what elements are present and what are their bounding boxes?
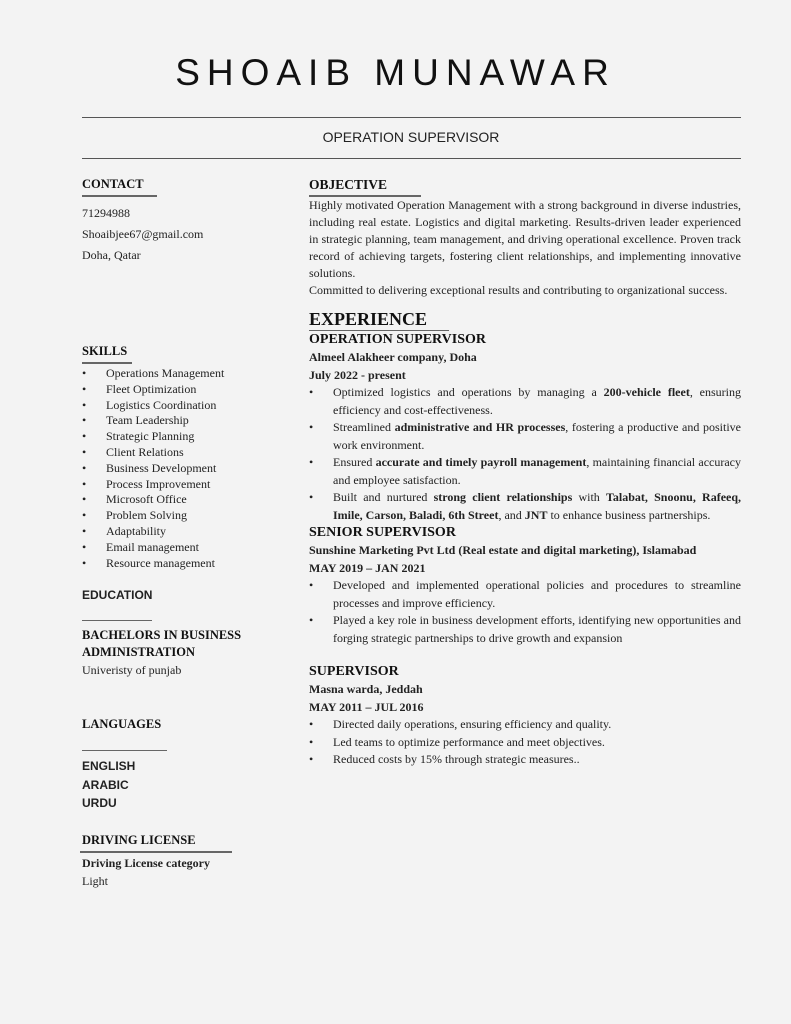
job-bullet <box>309 489 741 524</box>
job-bullet <box>309 716 741 734</box>
divider <box>82 117 741 118</box>
contact-phone: 71294988 <box>82 206 130 220</box>
text-segment: Optimized logistics and operations by managing a <box>333 385 604 399</box>
job-bullet <box>309 577 741 612</box>
bold-text: 200-vehicle fleet <box>603 385 690 399</box>
skill-item: • Adaptability <box>82 524 242 540</box>
skill-item: • Client Relations <box>82 445 242 461</box>
languages-list <box>82 757 242 813</box>
text-segment: Directed daily operations, ensuring efficiency and quality. <box>333 717 612 731</box>
job-company: Sunshine Marketing Pvt Ltd (Real estate and digital marketing), Islamabad <box>309 543 697 557</box>
job-title: SENIOR SUPERVISOR <box>309 525 456 540</box>
job-bullet <box>309 612 741 647</box>
skill-item: • Problem Solving <box>82 508 242 524</box>
text-segment: Led teams to optimize performance and meet objectives. <box>333 734 605 749</box>
text-segment: Reduced costs by 15% through strategic measures.. <box>333 752 580 766</box>
bold-text: JNT <box>524 507 548 522</box>
skills-list <box>82 366 242 571</box>
job-bullets <box>309 577 741 647</box>
text-segment: to enhance business partnerships. <box>547 507 711 522</box>
text-segment: with <box>572 490 607 504</box>
skill-item: • Team Leadership <box>82 413 242 429</box>
school: Univeristy of punjab <box>82 663 182 678</box>
skill-item: • Strategic Planning <box>82 429 242 445</box>
job-bullet <box>309 384 741 419</box>
divider <box>82 158 741 159</box>
job-entry <box>309 331 741 524</box>
job-bullets <box>309 384 741 524</box>
contact-heading: CONTACT <box>82 177 144 191</box>
text-segment: , maintaining financial accuracy and employee satisfaction. <box>333 455 741 487</box>
degree: BACHELORS IN BUSINESS ADMINISTRATION <box>82 628 242 660</box>
objective-heading: OBJECTIVE <box>309 177 388 192</box>
right-column <box>309 177 741 769</box>
skill-item: • Logistics Coordination <box>82 398 242 414</box>
text-segment: Built and nurtured <box>333 490 434 504</box>
skill-item: • Process Improvement <box>82 477 242 493</box>
bold-text: Talabat, Snoonu, Rafeeq, Imile, Carson, Baladi, 6th Street <box>333 490 742 522</box>
job-dates: MAY 2011 – JUL 2016 <box>309 700 424 714</box>
text-segment: Developed and implemented operational policies and procedures to streamline processes and improve efficiency. <box>333 578 741 610</box>
heading-underline <box>82 620 152 621</box>
driving-label: Driving License category <box>82 855 210 870</box>
heading-underline <box>82 362 132 364</box>
resume-name: SHOAIB MUNAWAR <box>175 52 616 93</box>
job-bullet <box>309 419 741 454</box>
job-entry <box>309 663 741 769</box>
job-title: OPERATION SUPERVISOR <box>309 332 486 347</box>
job-company: Masna warda, Jeddah <box>309 682 423 696</box>
job-bullet <box>309 454 741 489</box>
text-segment: Ensured <box>333 455 376 469</box>
contact-location: Doha, Qatar <box>82 248 141 262</box>
job-entry <box>309 524 741 647</box>
job-dates: July 2022 - present <box>309 368 406 382</box>
bold-text: accurate and timely payroll management <box>375 455 587 469</box>
bold-text: strong client relationships <box>433 490 573 504</box>
job-company: Almeel Alakheer company, Doha <box>309 350 477 364</box>
text-segment: Streamlined <box>333 420 395 434</box>
heading-underline <box>80 851 232 853</box>
text-segment: , ensuring efficiency and cost-effectiveness. <box>333 385 741 417</box>
bold-text: administrative and HR processes <box>394 420 566 434</box>
resume-subtitle: OPERATION SUPERVISOR <box>322 129 500 145</box>
skill-item: • Fleet Optimization <box>82 382 242 398</box>
job-dates: MAY 2019 – JAN 2021 <box>309 561 426 575</box>
skills-heading: SKILLS <box>82 344 128 358</box>
skill-item: • Microsoft Office <box>82 492 242 508</box>
skill-item: • Business Development <box>82 461 242 477</box>
driving-value: Light <box>82 873 108 888</box>
job-bullet <box>309 751 741 769</box>
jobs-list <box>309 331 741 769</box>
languages-heading: LANGUAGES <box>82 717 162 732</box>
skill-item: • Email management <box>82 540 242 556</box>
education-heading: EDUCATION <box>82 588 153 603</box>
language-item: ARABIC <box>82 777 129 792</box>
experience-heading: EXPERIENCE <box>309 309 428 329</box>
heading-underline <box>82 750 167 751</box>
skill-item: • Operations Management <box>82 366 242 382</box>
text-segment: Played a key role in business development efforts, identifying new opportunities and forging strategic partnerships to drive growth and expansion <box>333 613 741 645</box>
language-item: URDU <box>82 796 117 811</box>
driving-heading: DRIVING LICENSE <box>82 832 196 847</box>
skill-item: • Resource management <box>82 556 242 572</box>
text-segment: , fostering a productive and positive work environment. <box>333 420 742 452</box>
job-title: SUPERVISOR <box>309 664 399 679</box>
job-bullet <box>309 734 741 752</box>
language-item: ENGLISH <box>82 759 136 774</box>
job-bullets <box>309 716 741 769</box>
objective-text: Highly motivated Operation Management with a strong background in diverse industries, including real estate. Logistics and digital marketing. Results-driven leader experienced in strategic planning, team management, and driving operational excellence. Proven track record of achieving targets, fostering client relationships, and implementing innovative solutions. <box>309 198 741 280</box>
left-column <box>82 177 242 890</box>
objective-text-2: Committed to delivering exceptional results and contributing to organizational success. <box>309 283 728 297</box>
heading-underline <box>82 195 157 197</box>
contact-email: Shoaibjee67@gmail.com <box>82 227 204 241</box>
text-segment: , and <box>498 507 525 522</box>
